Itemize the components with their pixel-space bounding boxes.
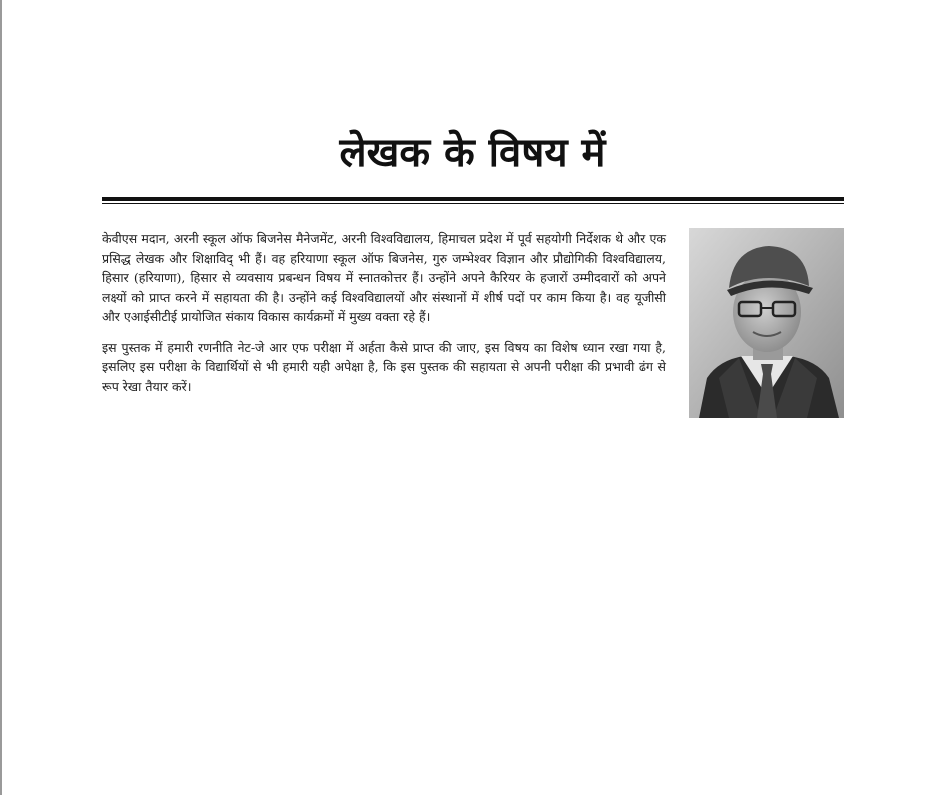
author-bio [102, 229, 666, 407]
book-strategy-paragraph: इस पुस्तक में हमारी रणनीति नेट-जे आर एफ परीक्षा में अर्हता कैसे प्राप्त की जाए, इस विषय का विशेष ध्यान रखा गया है, इसलिए इस परीक्षा के विद्यार्थियों से भी हमारी यही अपेक्षा है, कि इस पुस्तक की सहायता से अपनी परीक्षा की प्रभावी ढंग से रूप रेखा तैयार करें। [102, 339, 666, 394]
page-edge-line [0, 0, 2, 795]
page-title: लेखक के विषय में [339, 130, 606, 176]
title-rule-thick [102, 197, 844, 201]
author-photo [689, 228, 844, 418]
title-rule-thin [102, 203, 844, 204]
bio-paragraph: केवीएस मदान, अरनी स्कूल ऑफ बिजनेस मैनेजमेंट, अरनी विश्वविद्यालय, हिमाचल प्रदेश में पूर्व सहयोगी निर्देशक थे और एक प्रसिद्ध लेखक और शिक्षाविद् भी हैं। वह हरियाणा स्कूल ऑफ बिजनेस, गुरु जम्भेश्वर विज्ञान और प्रौद्योगिकी विश्वविद्यालय, हिसार (हरियाणा), हिसार से व्यवसाय प्रबन्धन विषय में स्नातकोत्तर हैं। उन्होंने अपने कैरियर के हजारों उम्मीदवारों को अपने लक्ष्यों को प्राप्त करने में सहायता की है। उन्होंने कई विश्वविद्यालयों और संस्थानों में शीर्ष पदों पर काम किया है। वह यूजीसी और एआईसीटीई प्रायोजित संकाय विकास कार्यक्रमों में मुख्य वक्ता रहे हैं। [102, 231, 666, 324]
author-portrait-icon [689, 228, 844, 418]
